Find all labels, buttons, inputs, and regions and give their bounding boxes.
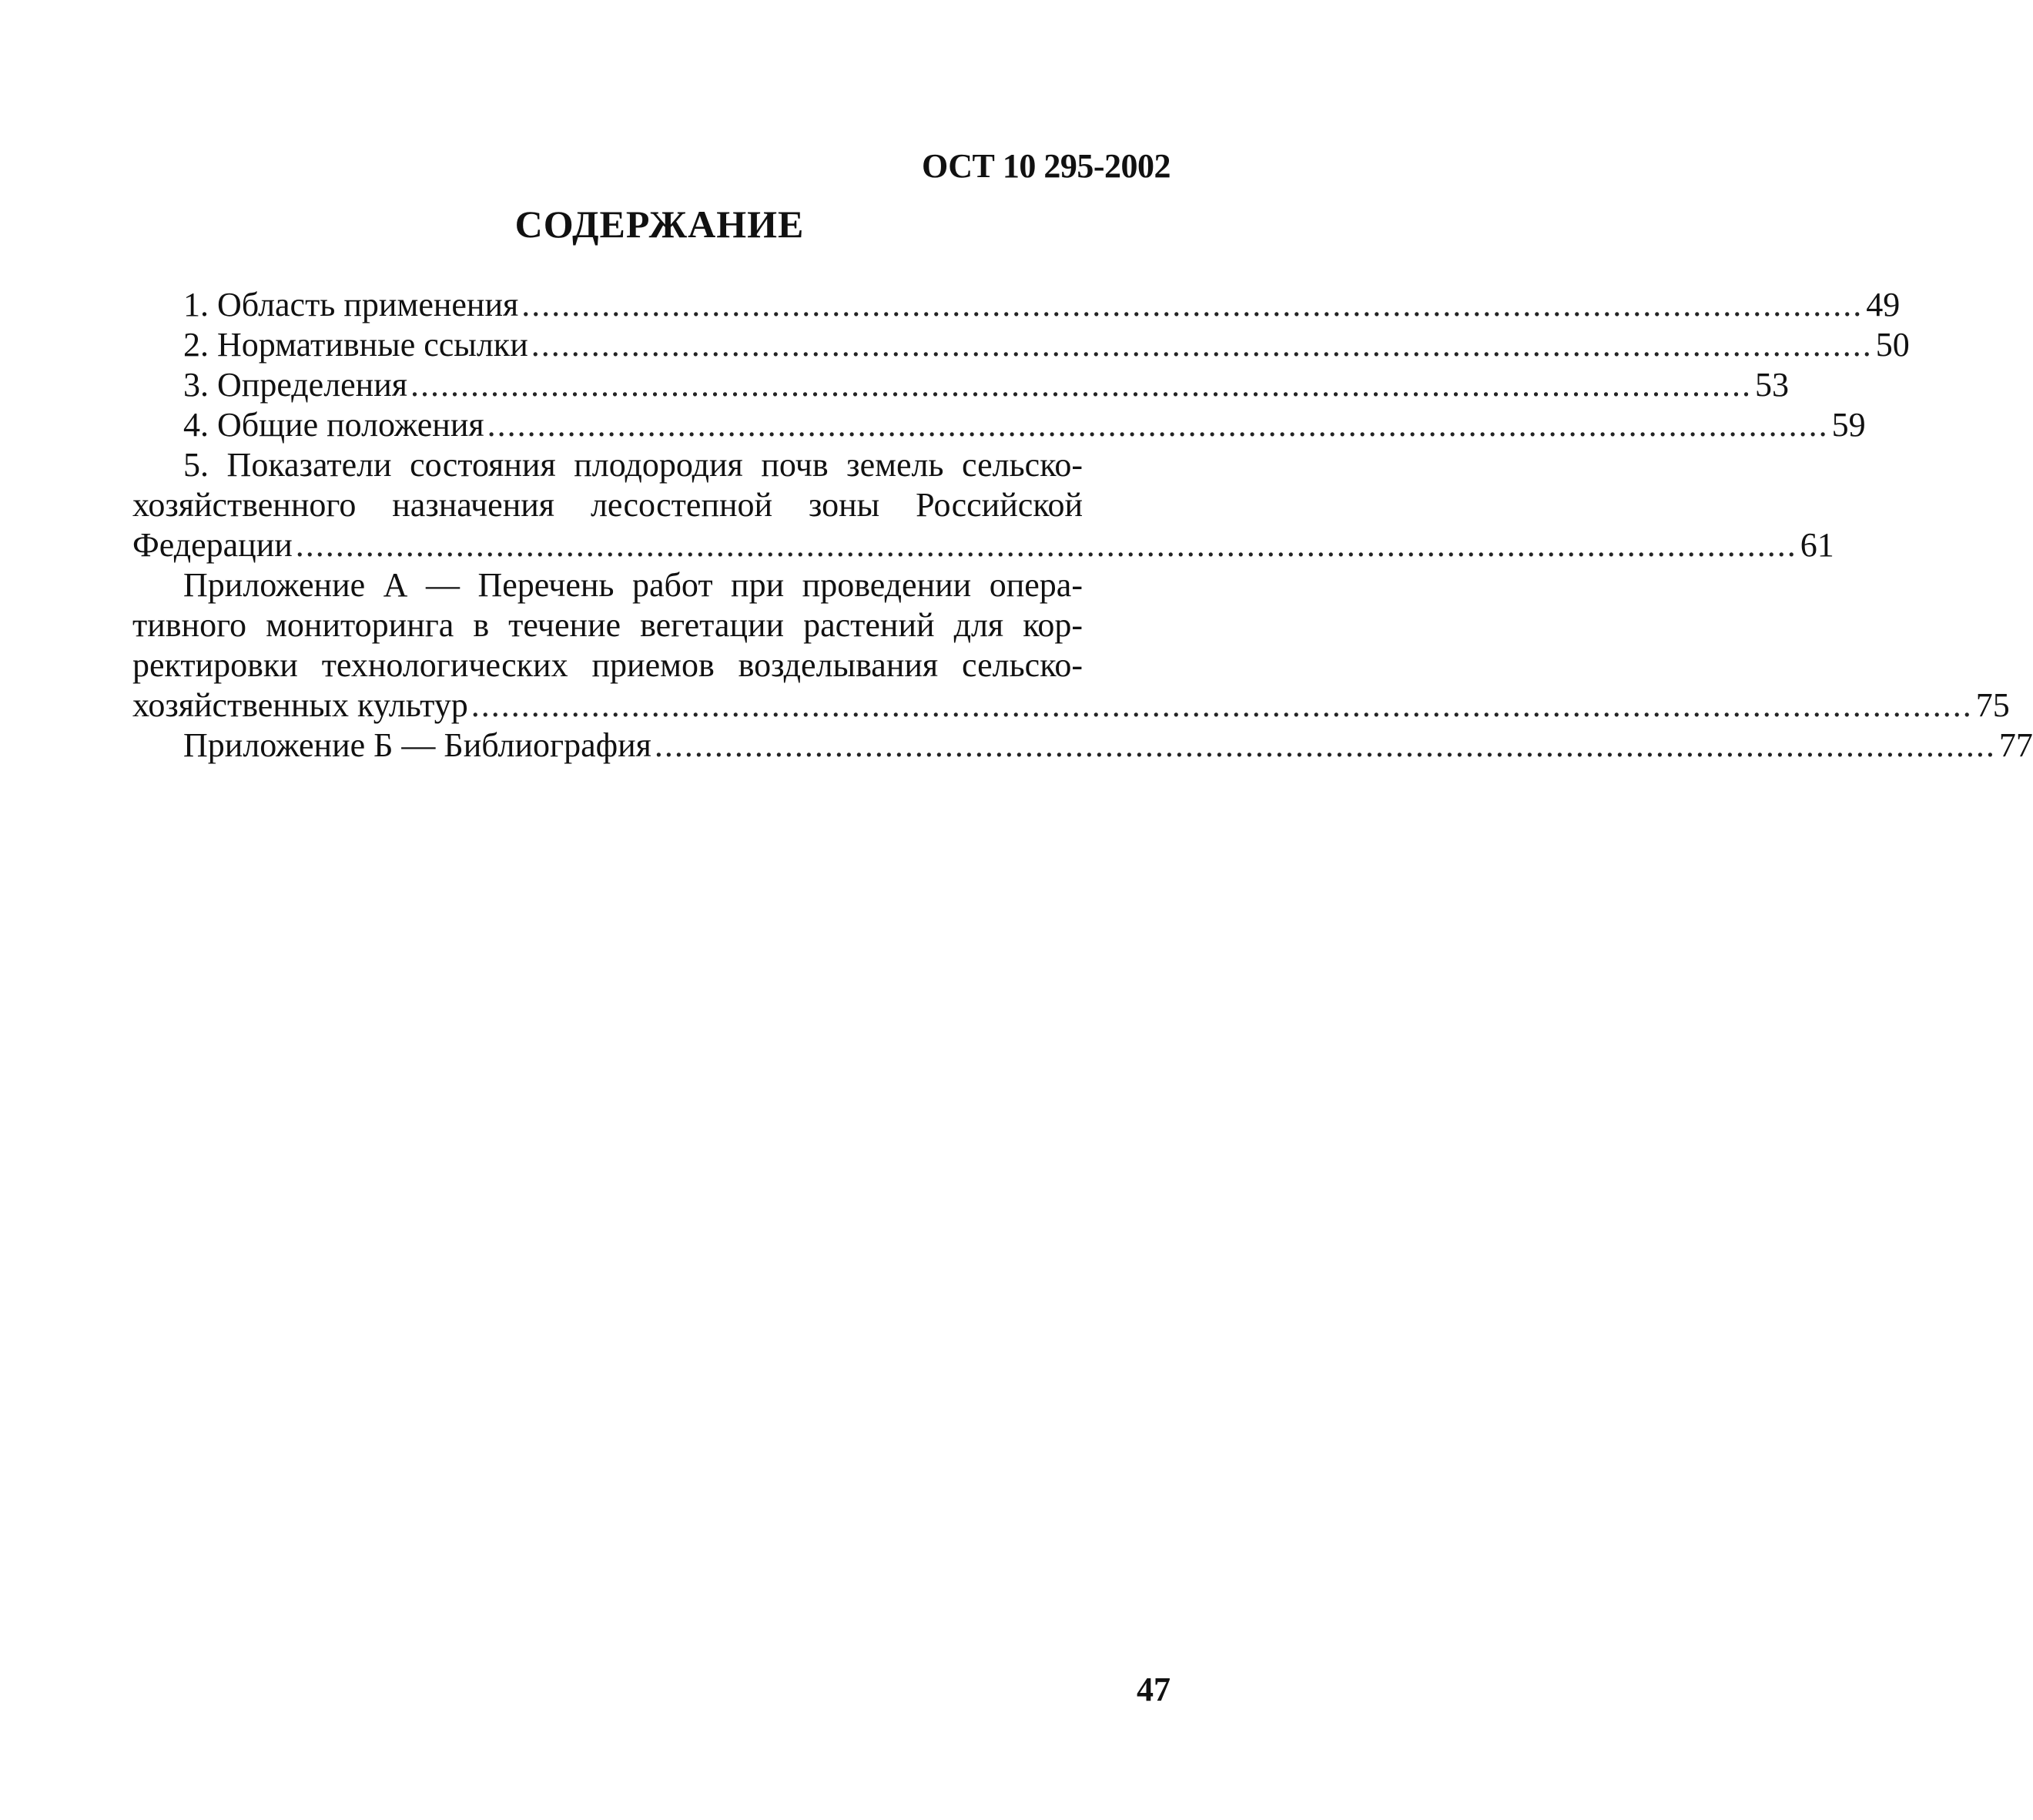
dot-leader: ...................................................................................................................................................... <box>471 686 1973 724</box>
toc-entry-page: 59 <box>1831 406 1866 444</box>
toc-title: СОДЕРЖАНИЕ <box>514 203 805 246</box>
toc-entry-3 <box>132 365 1790 405</box>
toc-entry-text-line: хозяйственных культур <box>132 686 468 724</box>
dot-leader: ...................................................................................................................................................... <box>295 526 1797 564</box>
toc-entry-text-line: ректировки технологических приемов возделывания сельско- <box>132 646 1083 684</box>
dot-leader: ...................................................................................................................................... <box>654 726 1996 764</box>
toc-entry-page: 75 <box>1975 686 2010 724</box>
toc-entry-text: Приложение Б — Библиография <box>183 726 651 764</box>
toc-entry-text: 2. Нормативные ссылки <box>183 326 528 364</box>
toc-entry-5 <box>132 445 1834 565</box>
toc-entry-page: 61 <box>1800 526 1834 564</box>
toc-entry-appendix-b <box>132 726 2033 766</box>
toc-entry-text-line: 5. Показатели состояния плодородия почв земель сельско- <box>183 446 1083 484</box>
page-number: 47 <box>1137 1671 1171 1708</box>
dot-leader: ...................................................................................................................................... <box>531 326 1873 364</box>
toc-entry-2 <box>132 325 1910 365</box>
toc-entry-1 <box>132 285 1901 325</box>
dot-leader: ...................................................................................................................................... <box>410 366 1753 404</box>
toc-entry-page: 49 <box>1866 286 1901 323</box>
toc-entry-text: 1. Область применения <box>183 286 519 323</box>
toc-entry-appendix-a <box>132 565 2010 726</box>
dot-leader: ...................................................................................................................................... <box>521 286 1864 323</box>
document-code: ОСТ 10 295-2002 <box>921 147 1171 185</box>
toc-entry-text: 3. Определения <box>183 366 408 404</box>
toc-entry-page: 53 <box>1755 366 1790 404</box>
toc-entry-page: 77 <box>1998 726 2033 764</box>
toc-entry-text-line: тивного мониторинга в течение вегетации растений для кор- <box>132 606 1083 644</box>
toc-entry-4 <box>132 405 1866 445</box>
toc-entry-text-line: хозяйственного назначения лесостепной зоны Российской <box>132 486 1083 524</box>
toc-entry-text-line: Приложение А — Перечень работ при проведении опера- <box>183 566 1083 604</box>
toc-entry-page: 50 <box>1875 326 1910 364</box>
toc-entry-text: 4. Общие положения <box>183 406 484 444</box>
dot-leader: ...................................................................................................................................... <box>487 406 1829 444</box>
toc-entry-text-line: Федерации <box>132 526 293 564</box>
table-of-contents <box>132 285 2033 766</box>
